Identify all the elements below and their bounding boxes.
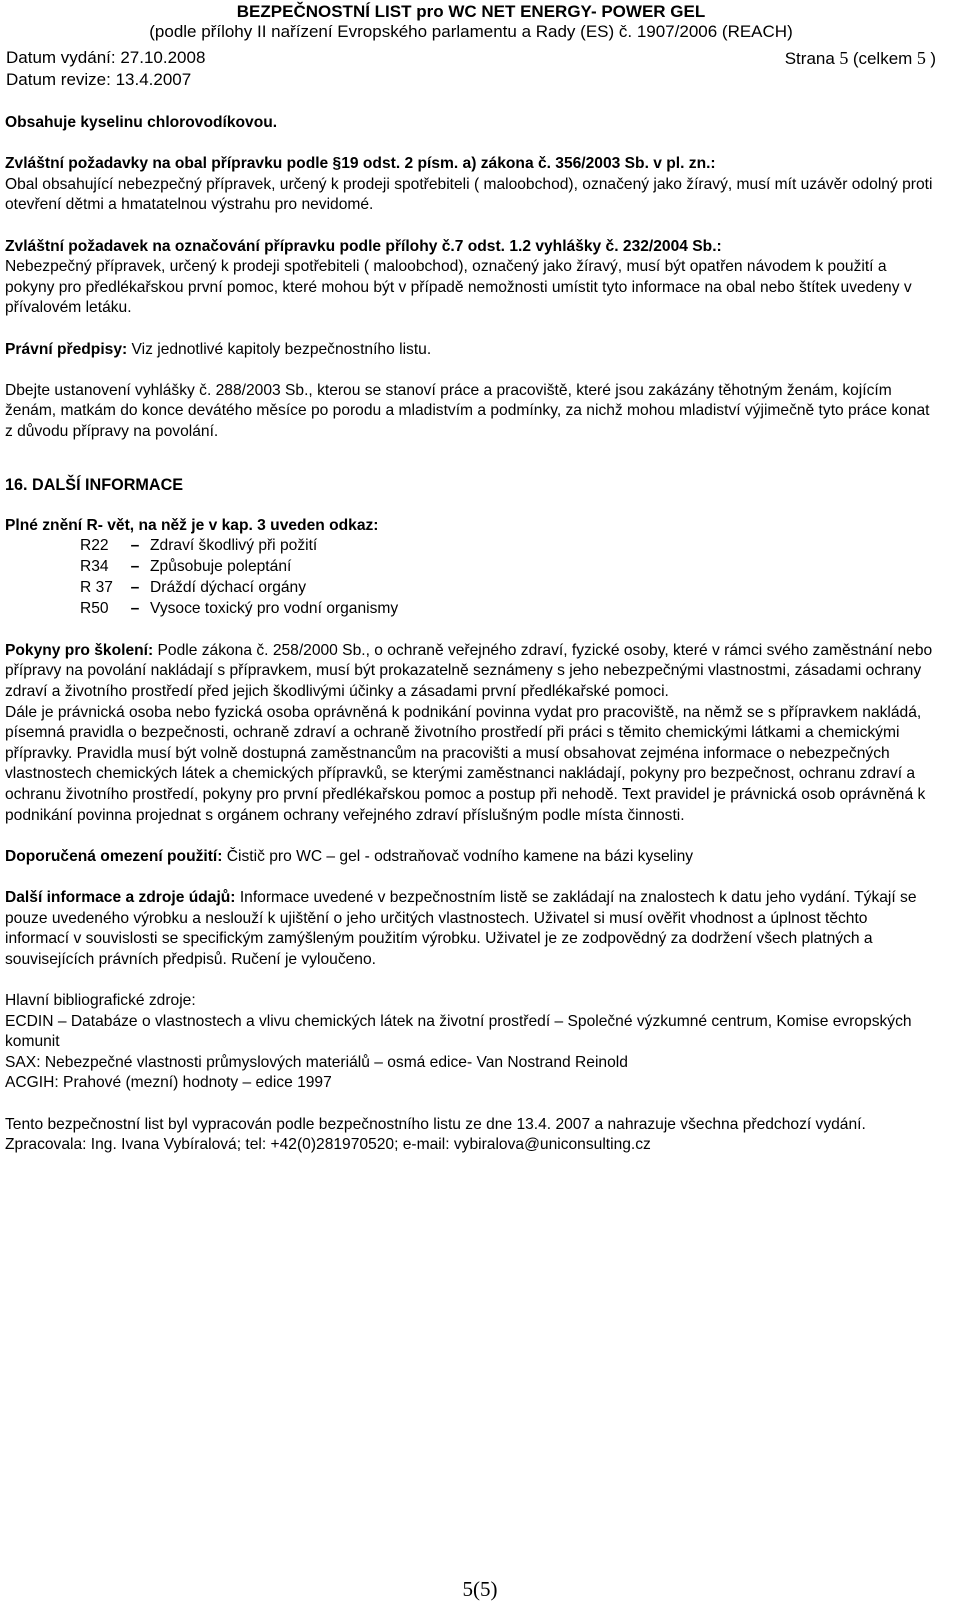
labeling-requirements-text: Nebezpečný přípravek, určený k prodeji spotřebiteli ( maloobchod), označený jako žíravý, musí být opatřen návodem k použití a pokyny pro předlékařskou první pomoc, které mohou být v případě nemožnosti umístit tyto informace na obal nebo štítek uvedeny v přívalovém letáku.: [5, 258, 912, 317]
r-phrase-row: [80, 599, 935, 620]
page-footer-number: 5(5): [462, 1577, 498, 1601]
r-phrase-code: R22: [80, 537, 109, 555]
r-phrase-dash: –: [130, 558, 140, 576]
r-phrase-code: R34: [80, 558, 109, 576]
bibliography-title: Hlavní bibliografické zdroje:: [5, 991, 196, 1009]
packaging-requirements-heading: Zvláštní požadavky na obal přípravku podle §19 odst. 2 písm. a) zákona č. 356/2003 Sb. v pl. zn.:: [5, 155, 716, 173]
r-phrase-code: R 37: [80, 579, 113, 597]
r-phrases-list: [5, 536, 935, 620]
hcl-statement: Obsahuje kyselinu chlorovodíkovou.: [5, 114, 278, 131]
r-phrase-text: Zdraví škodlivý při požití: [150, 537, 318, 555]
labeling-requirements-heading: Zvláštní požadavek na označování přípravku podle přílohy č.7 odst. 1.2 vyhlášky č. 232/2004 Sb.:: [5, 237, 722, 255]
r-phrase-text: Vysoce toxický pro vodní organismy: [150, 600, 399, 618]
work-restrictions-text: Dbejte ustanovení vyhlášky č. 288/2003 Sb., kterou se stanoví práce a pracoviště, které jsou zakázány těhotným ženám, kojícím ženám, matkám do konce devátého měsíce po porodu a mladistvím a podmínky, za nichž mohou mladiství výjimečně tyto práce konat z důvodu přípravy na povolání.: [5, 381, 930, 440]
recommended-use: Doporučená omezení použití: Čistič pro WC – gel - odstraňovač vodního kamene na bázi kyseliny: [5, 847, 694, 865]
r-phrase-text: Způsobuje poleptání: [150, 558, 292, 576]
author-contact: Zpracovala: Ing. Ivana Vybíralová; tel: +42(0)281970520; e-mail: vybiralova@uniconsulting.cz: [5, 1136, 651, 1154]
r-phrase-dash: –: [130, 579, 140, 597]
r-phrase-text: Dráždí dýchací orgány: [150, 579, 307, 597]
r-phrase-dash: –: [130, 537, 140, 555]
closing-statement: Tento bezpečnostní list byl vypracován podle bezpečnostního listu ze dne 13.4. 2007 a nahrazuje všechna předchozí vydání.: [5, 1115, 866, 1133]
training-instructions-continued: Dále je právnická osoba nebo fyzická osoba oprávněná k podnikání povinna vydat pro pracoviště, na němž se s přípravkem nakládá, písemná pravidla o bezpečnosti, ochraně zdraví a ochraně životního prostředí při práci s těmito chemickými látkami a chemickými přípravky. Pravidla musí být volně dostupná zaměstnancům na pracovišti a musí obsahovat zejména informace o nebezpečných vlastnostech chemických látek a chemických přípravků, se kterými zaměstnanci nakládají, pokyny pro bezpečnost, ochranu zdraví a ochranu životního prostředí, pokyny pro první předlékařskou pomoc a postup při nehodě. Text pravidel je právnická osob oprávněná k podnikání povinna projednat s orgánem ochrany veřejného zdraví příslušným podle místa činnosti.: [5, 703, 926, 824]
packaging-requirements-text: Obal obsahující nebezpečný přípravek, určený k prodeji spotřebiteli ( maloobchod), označený jako žíravý, musí mít uzávěr odolný proti otevření dětmi a hmatatelnou výstrahu pro nevidomé.: [5, 175, 933, 214]
issue-date: Datum vydání: 27.10.2008: [6, 48, 206, 67]
document-title: BEZPEČNOSTNÍ LIST pro WC NET ENERGY- POWER GEL: [236, 2, 706, 21]
document-subtitle: (podle přílohy II nařízení Evropského parlamentu a Rady (ES) č. 1907/2006 (REACH): [149, 22, 793, 41]
r-phrase-code: R50: [80, 600, 109, 618]
r-phrase-row: [80, 578, 935, 599]
r-phrase-dash: –: [130, 600, 140, 618]
r-phrases-intro: Plné znění R- vět, na něž je v kap. 3 uveden odkaz:: [5, 516, 379, 534]
r-phrase-row: [80, 536, 935, 557]
bibliography-item: ECDIN – Databáze o vlastnostech a vlivu chemických látek na životní prostředí – Společné výzkumné centrum, Komise evropských komunit: [5, 1012, 912, 1051]
bibliography-item: SAX: Nebezpečné vlastnosti průmyslových materiálů – osmá edice- Van Nostrand Reinold: [5, 1053, 628, 1071]
revision-date: Datum revize: 13.4.2007: [6, 70, 192, 89]
section-16-heading: 16. DALŠÍ INFORMACE: [5, 475, 184, 494]
document-body: [5, 113, 935, 1156]
legal-regulations: Právní předpisy: Viz jednotlivé kapitoly bezpečnostního listu.: [5, 340, 432, 358]
training-instructions: Pokyny pro školení: Podle zákona č. 258/2000 Sb., o ochraně veřejného zdraví, fyzické osoby, které v rámci svého zaměstnání nebo přípravy na povolání nakládají s přípravkem, musí být prokazatelně seznámeny s jeho nebezpečnými vlastnostmi, zásadami ochrany zdraví a životního prostředí před jejich škodlivými účinky a zásadami první předlékařské pomoci.: [5, 641, 933, 701]
bibliography-item: ACGIH: Prahové (mezní) hodnoty – edice 1997: [5, 1074, 332, 1092]
further-info-sources: Další informace a zdroje údajů: Informace uvedené v bezpečnostním listě se zakládají na znalostech k datu jeho vydání. Týkají se pouze uvedeného výrobku a neslouží k ujištění o jeho určitých vlastnostech. Uživatel si musí ověřit vhodnost a úplnost těchto informací v souvislosti se specifickým zamýšleným použitím výrobku. Uživatel je ze zodpovědný za dodržení všech platných a souvisejících právních předpisů. Ručení je vyloučeno.: [5, 889, 917, 968]
r-phrase-row: [80, 557, 935, 578]
page-number-header: Strana 5 (celkem 5 ): [784, 48, 936, 68]
